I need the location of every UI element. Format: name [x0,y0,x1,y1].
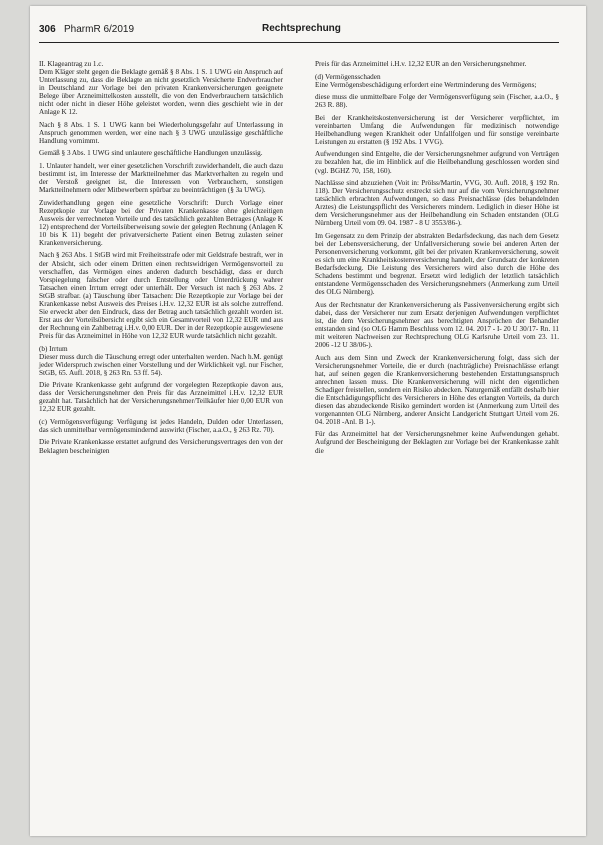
paragraph: Dieser muss durch die Täuschung erregt oder unterhalten werden. Nach h.M. genügt jeder Widerspruch zwischen einer Vorstellung und der Wirklichkeit vgl. nur Fischer, StGB, 65. Aufl. 2018, § 263 Rn. 53 ff. 54). [39,352,283,377]
subheading: (d) Vermögensschaden [315,72,381,81]
paragraph: Dem Kläger steht gegen die Beklagte gemäß § 8 Abs. 1 S. 1 UWG ein Anspruch auf Unterlassung zu, dass die Beklagte an nicht gesetzlich Versicherte Endverbraucher in Deutschland zur Vorlage bei den privaten Krankenversicherungen geeignete Belege über Arzneimittelkosten ausstellt, die von den Endverbrauchern tatsächlich nicht oder nicht in dieser Höhe geleistet worden, wenn dies geschieht wie in der Anlage K 12. [39,68,283,117]
paragraph: Bei der Krankheitskostenversicherung ist der Versicherer verpflichtet, im vereinbarten Umfang die Aufwendungen für medizinisch notwendige Heilbehandlung wegen Krankheit oder Unfallfolgen und für sonstige vereinbarte Leistungen zu erstatten (§ 192 Abs. 1 VVG). [315,113,559,146]
paragraph: Aus der Rechtsnatur der Krankenversicherung als Passivenversicherung ergibt sich dabei, dass der Versicherer nur zum Ersatz derjenigen Aufwendungen verpflichtet ist, die dem Versicherungsnehmer aus berechtigten Ansprüchen der Behandler entstanden sind (so OLG Hamm Beschluss vom 12. 04. 2017 - I- 20 U 30/17- Rn. 11 mit weiteren Nachweisen zur Rechtsprechung OLG Karlsruhe Urteil vom 23. 11. 2006 -12 U 38/06-). [315,300,559,349]
section-title: Rechtsprechung [262,23,341,34]
left-column [39,60,283,459]
paragraph: Zuwiderhandlung gegen eine gesetzliche Vorschrift: Durch Vorlage einer Rezeptkopie zur Vorlage bei der Privaten Krankenkasse ohne gleichzeitigen Ausweis der verrechneten Vorteile und des tatsächlich gezahlten Betrages (Anlage K 12) entsprechend der Vorteilsüberweisung sowie der gelegten Rechnung (Anlagen K 10 bis K 11) begeht der privatversicherte Patient einen Betrug zulasten seiner Krankenversicherung. [39,198,283,247]
page-header [30,20,586,46]
paragraph: diese muss die unmittelbare Folge der Vermögensverfügung sein (Fischer, a.a.O., § 263 R. 88). [315,93,559,110]
header-rule [39,42,559,43]
paragraph: Die Private Krankenkasse geht aufgrund der vorgelegten Rezeptkopie davon aus, dass der Versicherungsnehmer den Preis für das Arzneimittel i.H.v. 12,32 EUR gezahlt hat. Tatsächlich hat der Versicherungsnehmer/Teilkäufer hier 0,00 EUR von 12,32 EUR gezahlt. [39,381,283,414]
paragraph: Die Private Krankenkasse erstattet aufgrund des Versicherungsvertrages den von der Beklagten bescheinigten [39,438,283,455]
paragraph: Für das Arzneimittel hat der Versicherungsnehmer keine Aufwendungen gehabt. Aufgrund der Bescheinigung der Beklagten zur Vorlage bei der Krankenkasse zahlt die [315,430,559,455]
paragraph: Nachlässe sind abzuziehen (Voit in: Prölss/Martin, VVG, 30. Aufl. 2018, § 192 Rn. 118). Der Versicherungsschutz erstreckt sich nur auf die vom Versicherungsnehmer tatsächlich erbrachten Aufwendungen, so dass Preisnachlässe (des behandelnden Arztes) die Leistungspflicht des Versicherers mindern. Lediglich in dieser Höhe ist dem Versicherungsnehmer aus der Heilbehandlung ein Schaden entstanden (OLG Nürnberg Urteil vom 09. 04. 1987 - 8 U 3553/86-). [315,179,559,228]
paragraph: Auch aus dem Sinn und Zweck der Krankenversicherung folgt, dass sich der Versicherungsnehmer Vorteile, die er durch (nachträgliche) Preisnachlässe erlangt hat, auf seinen gegen die Krankenversicherung bestehenden Erstattungsanspruch anrechnen lassen muss. Die Krankenversicherung will nicht den eigentlichen Schadiger freistellen, sondern ein Risiko abdecken. Naturgemäß entfällt deshalb hier die Entschädigungspflicht des Versicherers in Höhe des erlangten Vorteils, da durch diesen das abzudeckende Risiko gemindert worden ist (Anmerkung zum Urteil des vorgenannten OLG Nürnberg, anderer Ansicht Landgericht Stuttgart Urteil vom 26. 04. 2018 -Anl. B 1-). [315,353,559,426]
paragraph: Gemäß § 3 Abs. 1 UWG sind unlautere geschäftliche Handlungen unzulässig. [39,149,263,158]
paragraph: Im Gegensatz zu dem Prinzip der abstrakten Bedarfsdeckung, das nach dem Gesetz bei der Lebensversicherung, der Unfallversicherung sowie bei anderen Arten der Personenversicherung vorkommt, gilt bei der privaten Krankenversicherung, soweit es sich um eine Krankheitskostenversicherung handelt, der Grundsatz der konkreten Bedarfsdeckung. Die Leistung des Versicherers wird also durch die Höhe des Schadens bestimmt und begrenzt. Ersetzt wird lediglich der letztlich tatsächlich entstandene Vermögensschaden des Versicherungsnehmers (Anmerkung zum Urteil des OLG Nürnberg). [315,231,559,297]
subheading: II. Klageantrag zu 1.c. [39,60,104,68]
paragraph: (c) Vermögensverfügung: Verfügung ist jedes Handeln, Dulden oder Unterlassen, das sich unmittelbar vermögensmindernd auswirkt (Fischer, a.a.O., § 263 Rz. 70). [39,417,283,434]
page-number: 306 [39,24,56,35]
subheading: (b) Irrtum [39,344,68,353]
paragraph: Nach § 263 Abs. 1 StGB wird mit Freiheitsstrafe oder mit Geldstrafe bestraft, wer in der Absicht, sich oder einem Dritten einen rechtswidrigen Vermögensvorteil zu verschaffen, das Vermögen eines anderen dadurch beschädigt, dass er durch Vorspiegelung falscher oder durch Entstellung oder Unterdrückung wahrer Tatsachen einen Irrtum erregt oder unterhält. Der Versuch ist nach § 263 Abs. 2 StGB strafbar. (a) Täuschung über Tatsachen: Die Rezeptkopie zur Vorlage bei der Krankenkasse nebst Ausweis des Preises i.H.v. 12,32 EUR ist als solche zutreffend. Sie erweckt aber den Eindruck, dass der Betrag auch tatsächlich gezahlt worden ist. Erst aus der Vorteilsübersicht ergibt sich ein Gesamtvorteil von 12,32 EUR und aus der Rechnung ein Zahlbetrag i.H.v. 0,00 EUR. Der in der Rezeptkopie ausgewiesene Preis für das Arzneimittel in Höhe von 12,32 EUR wurde tatsächlich nicht gezahlt. [39,251,283,340]
right-column [315,60,559,459]
paragraph: Aufwendungen sind Entgelte, die der Versicherungsnehmer aufgrund von Verträgen zu bezahlen hat, die im Hinblick auf die Heilbehandlung geschlossen worden sind (vgl. BGHZ 70, 158, 160). [315,150,559,175]
paragraph: Nach § 8 Abs. 1 S. 1 UWG kann bei Wiederholungsgefahr auf Unterlassung in Anspruch genommen werden, wer eine nach § 3 UWG unzulässige geschäftliche Handlung vornimmt. [39,120,283,145]
journal-page [30,6,586,836]
paragraph: Preis für das Arzneimittel i.H.v. 12,32 EUR an den Versicherungsnehmer. [315,60,527,68]
paragraph: 1. Unlauter handelt, wer einer gesetzlichen Vorschrift zuwiderhandelt, die auch dazu bestimmt ist, im Interesse der Marktteilnehmer das Marktverhalten zu regeln und der Verstoß geeignet ist, die Interessen von Verbrauchern, sonstigen Marktteilnehmern oder Mitbewerbern spürbar zu beeinträchtigen (§ 3a UWG). [39,162,283,195]
paragraph: Eine Vermögensbeschädigung erfordert eine Wertminderung des Vermögens; [315,80,537,89]
journal-issue: PharmR 6/2019 [64,24,135,35]
